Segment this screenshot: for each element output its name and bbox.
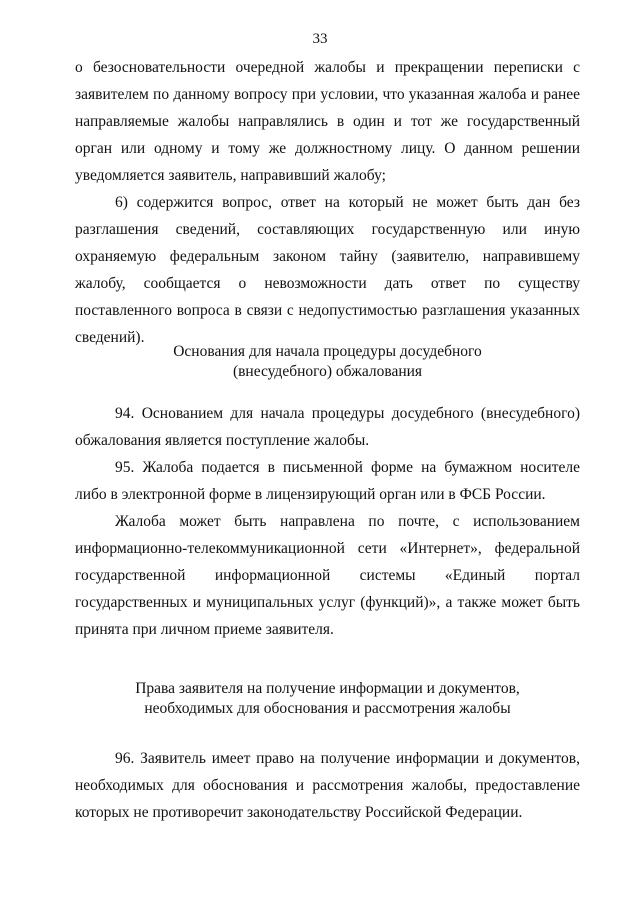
paragraph-94: 94. Основанием для начала процедуры досудебного (внесудебного) обжалования является поступление жалобы. [75, 405, 580, 449]
page-number: 33 [312, 31, 328, 47]
document-body [75, 54, 580, 826]
heading-line: (внесудебного) обжалования [232, 363, 423, 380]
heading-line: необходимых для обоснования и рассмотрения жалобы [144, 700, 511, 717]
paragraph-continued: о безосновательности очередной жалобы и прекращении переписки с заявителем по данному вопросу при условии, что указанная жалоба и ранее направляемые жалобы направлялись в один и тот же государственный орган или одному и тому же должностному лицу. О данном решении уведомляется заявитель, направивший жалобу; [75, 59, 580, 184]
paragraph-95: 95. Жалоба подается в письменной форме на бумажном носителе либо в электронной форме в лицензирующий орган или в ФСБ России. [75, 459, 580, 503]
heading-line: Права заявителя на получение информации и документов, [135, 680, 520, 697]
heading-line: Основания для начала процедуры досудебного [173, 343, 482, 360]
paragraph-item-6: 6) содержится вопрос, ответ на который не может быть дан без разглашения сведений, составляющих государственную или иную охраняемую федеральным законом тайну (заявителю, направившему жалобу, сообщается о невозможности дать ответ по существу поставленного вопроса в связи с недопустимостью разглашения указанных сведений). [75, 194, 580, 346]
section-heading-appeal-grounds [75, 342, 580, 382]
paragraph-96: 96. Заявитель имеет право на получение информации и документов, необходимых для обоснования и рассмотрения жалобы, предоставление которых не противоречит законодательству Российской Федерации. [75, 750, 580, 821]
paragraph-95-continued: Жалоба может быть направлена по почте, с использованием информационно-телекоммуникационной сети «Интернет», федеральной государственной информационной системы «Единый портал государственных и муниципальных услуг (функций)», а также может быть принята при личном приеме заявителя. [75, 513, 580, 638]
section-heading-applicant-rights [75, 679, 580, 719]
